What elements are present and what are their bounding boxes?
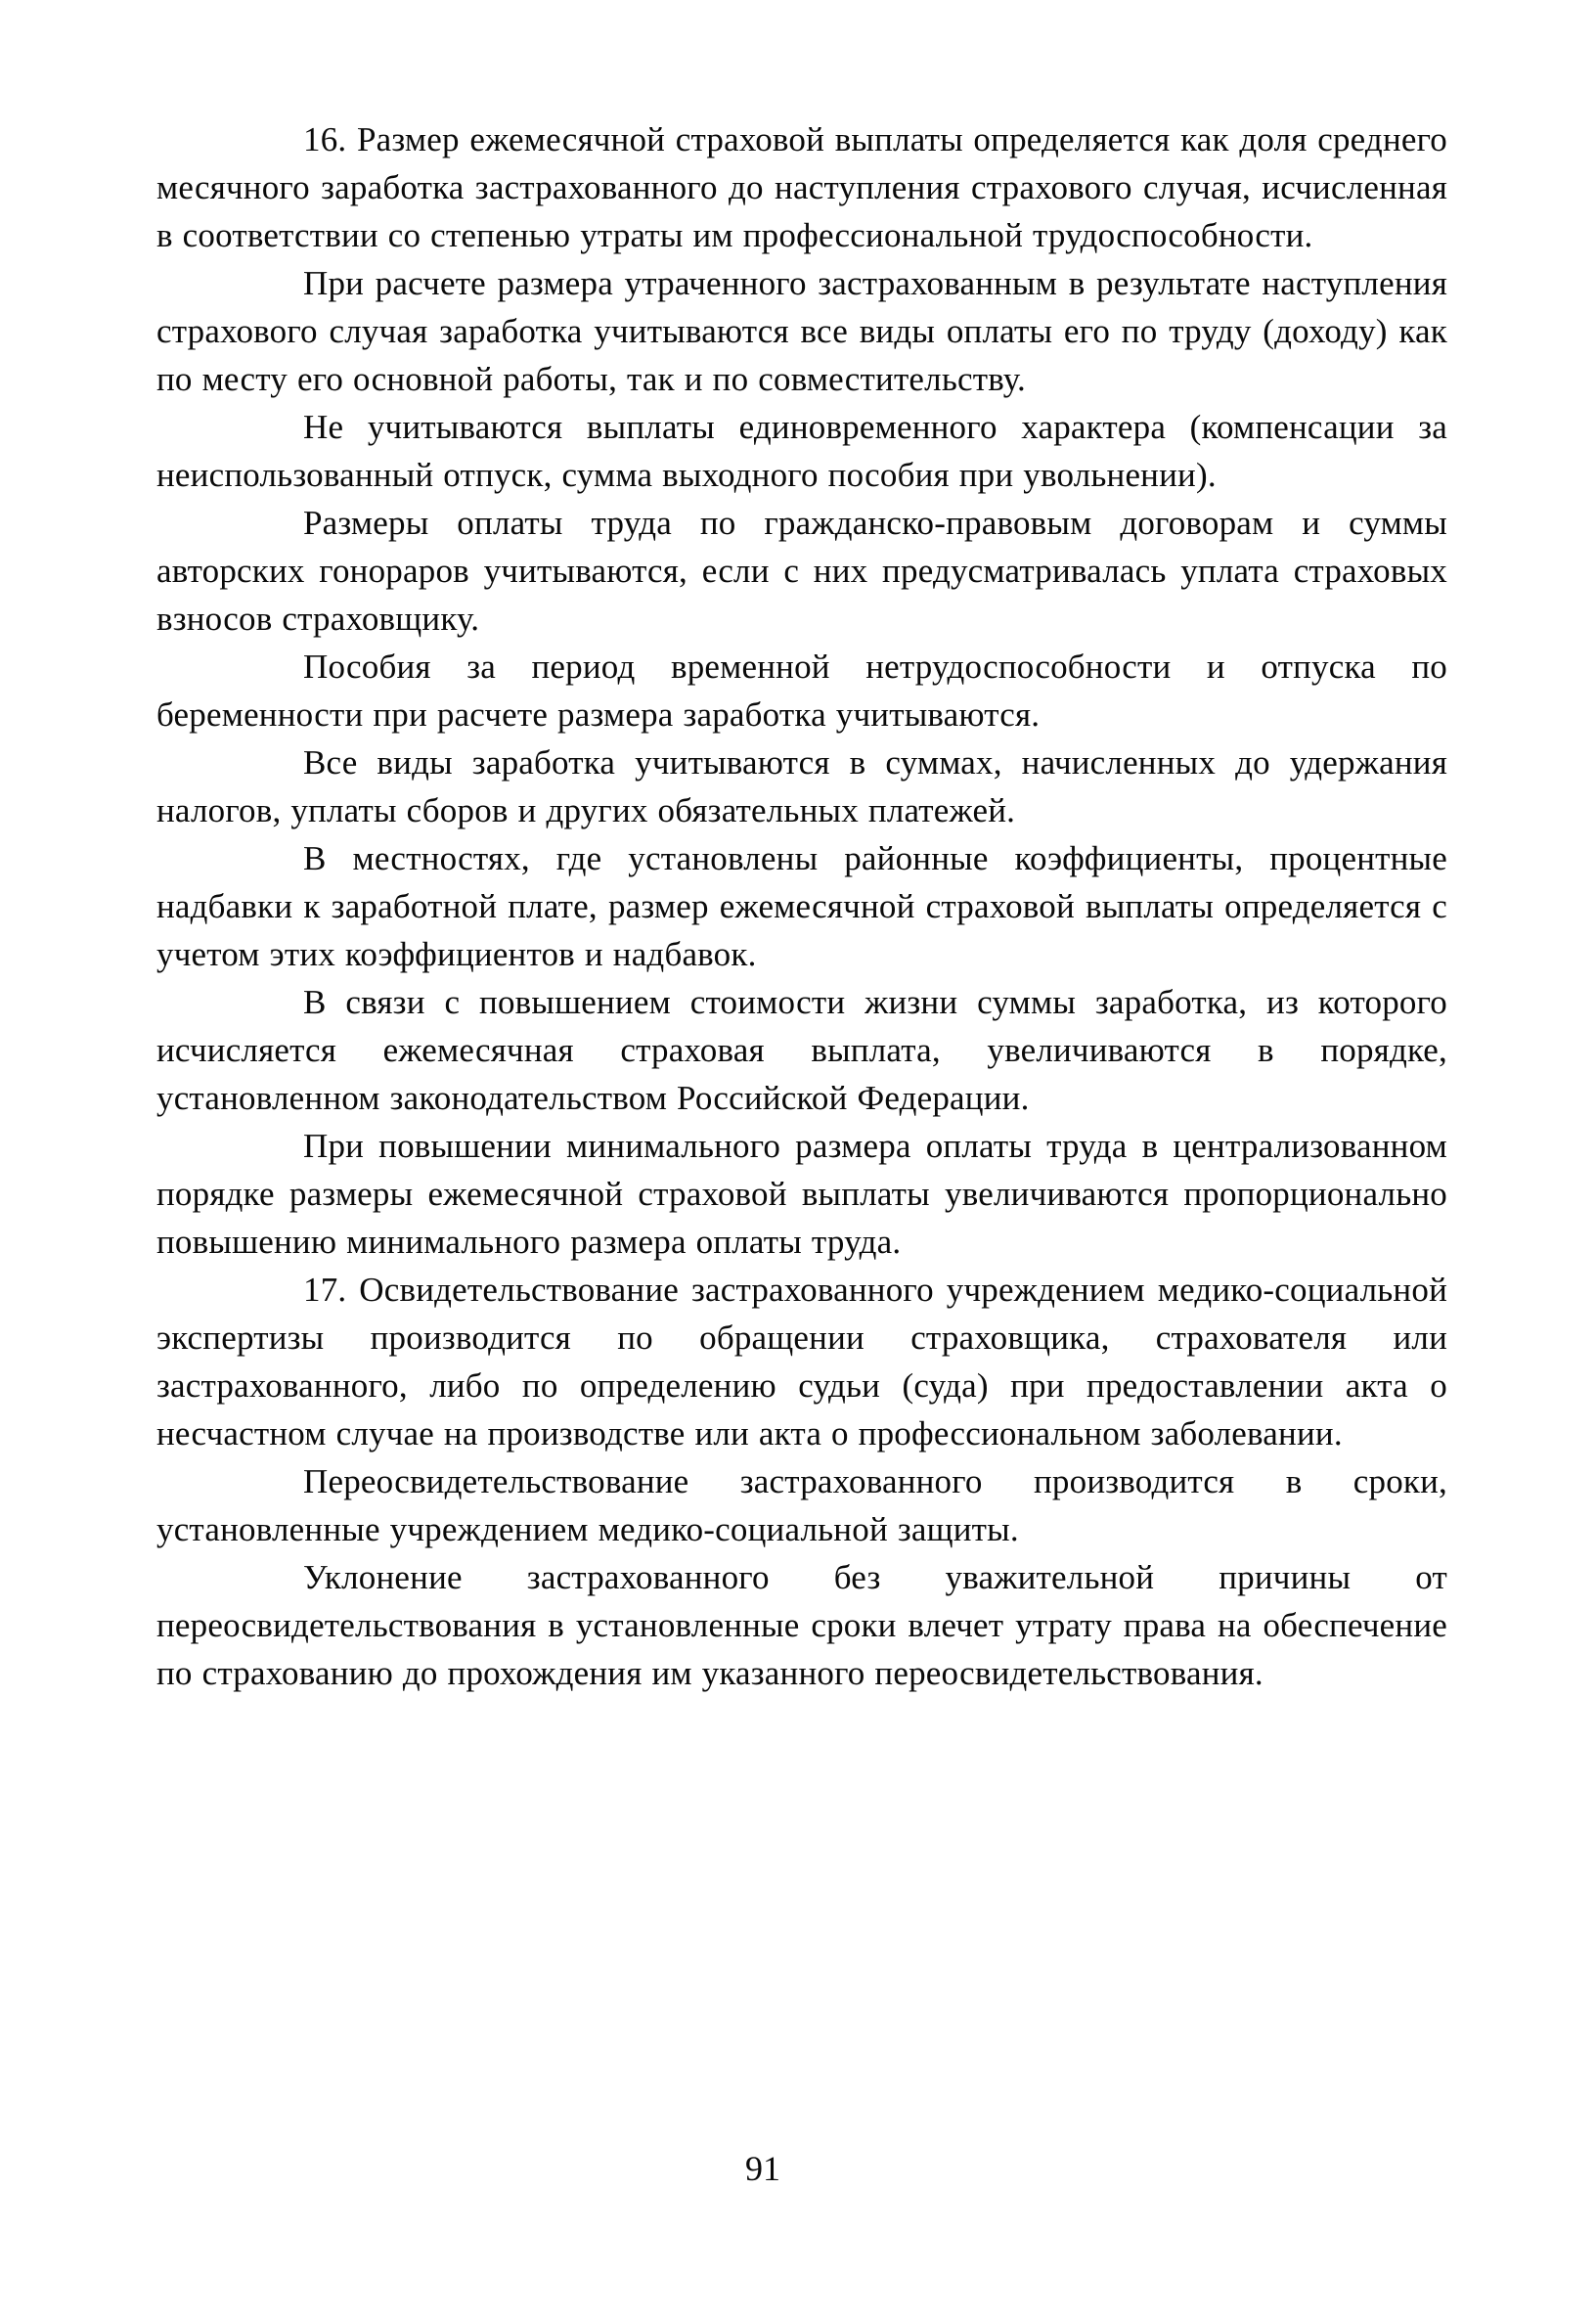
paragraph-1: 16. Размер ежемесячной страховой выплаты определяется как доля среднего месячного заработка застрахованного до наступления страхового случая, исчисленная в соответствии со степенью утраты им профессиональной трудоспособности. <box>156 120 1447 254</box>
paragraph-8: В связи с повышением стоимости жизни суммы заработка, из которого исчисляется ежемесячная страховая выплата, увеличиваются в порядке, установленном законодательством Российской Федерации. <box>156 983 1447 1117</box>
paragraph-5: Пособия за период временной нетрудоспособности и отпуска по беременности при расчете размера заработка учитываются. <box>156 648 1447 734</box>
paragraph-7: В местностях, где установлены районные коэффициенты, процентные надбавки к заработной плате, размер ежемесячной страховой выплаты определяется с учетом этих коэффициентов и надбавок. <box>156 839 1447 973</box>
paragraph-10: 17. Освидетельствование застрахованного учреждением медико-социальной экспертизы производится по обращении страховщика, страхователя или застрахованного, либо по определению судьи (суда) при предоставлении акта о несчастном случае на производстве или акта о профессиональном заболевании. <box>156 1271 1447 1452</box>
page-number: 91 <box>745 2149 780 2188</box>
paragraph-11: Переосвидетельствование застрахованного производится в сроки, установленные учреждением медико-социальной защиты. <box>156 1462 1447 1548</box>
paragraph-6: Все виды заработка учитываются в суммах, начисленных до удержания налогов, уплаты сборов и других обязательных платежей. <box>156 743 1447 829</box>
paragraph-12: Уклонение застрахованного без уважительной причины от переосвидетельствования в установленные сроки влечет утрату права на обеспечение по страхованию до прохождения им указанного переосвидетельствования. <box>156 1558 1447 1692</box>
paragraph-4: Размеры оплаты труда по гражданско-правовым договорам и суммы авторских гонораров учитываются, если с них предусматривалась уплата страховых взносов страховщику. <box>156 504 1447 638</box>
paragraph-3: Не учитываются выплаты единовременного характера (компенсации за неиспользованный отпуск, сумма выходного пособия при увольнении). <box>156 408 1447 494</box>
document-body <box>156 115 1447 1697</box>
paragraph-9: При повышении минимального размера оплаты труда в централизованном порядке размеры ежемесячной страховой выплаты увеличиваются пропорционально повышению минимального размера оплаты труда. <box>156 1127 1447 1261</box>
paragraph-2: При расчете размера утраченного застрахованным в результате наступления страхового случая заработка учитываются все виды оплаты его по труду (доходу) как по месту его основной работы, так и по совместительству. <box>156 264 1447 398</box>
